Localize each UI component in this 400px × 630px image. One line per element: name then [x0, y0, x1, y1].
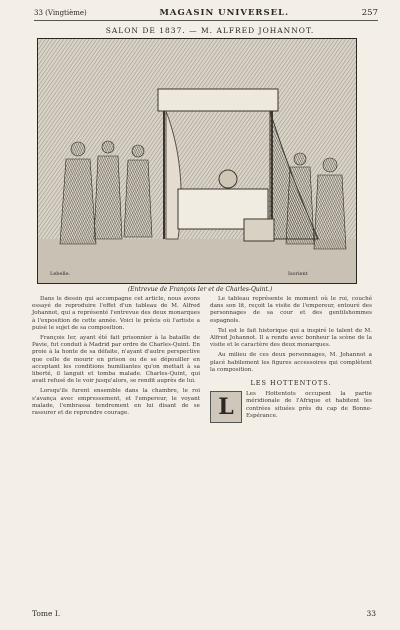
page-footer — [32, 609, 376, 618]
engraving-illustration — [37, 38, 357, 284]
engraver-signature-right: Isorient — [288, 271, 308, 277]
magazine-title: MAGASIN UNIVERSEL. — [159, 8, 290, 18]
issue-note: (Vingtième) — [45, 9, 87, 17]
page-number: 257 — [361, 8, 378, 18]
subsection-paragraph: Les Hottentots occupent la partie méridionale de l'Afrique et habitent les contrées situées près du cap de Bonne-Espérance. — [246, 391, 372, 419]
engraving-caption: (Entrevue de François Ier et de Charles-Quint.) — [127, 286, 273, 293]
right-paragraph: Tel est le fait historique qui a inspiré le talent de M. Alfred Johannot. Il a rendu avec bonheur la scène de la visite et le caractère des deux monarques. — [210, 327, 372, 349]
king-figure — [219, 170, 237, 188]
left-paragraph: Dans le dessin qui accompagne cet article, nous avons essayé de reproduire l'effet d'un tableau de M. Alfred Johannot, qui a représenté l'entrevue des deux monarques à l'exposition de cette année. Voici le précis où l'artiste a puisé le sujet de sa composition. — [32, 296, 200, 331]
right-column — [210, 296, 372, 423]
subsection-body — [210, 391, 372, 423]
header-left — [34, 9, 87, 17]
side-table — [244, 219, 274, 241]
left-column — [32, 296, 200, 420]
section-title: SALON DE 1837. — M. ALFRED JOHANNOT. — [105, 26, 315, 35]
left-paragraph: Lorsqu'ils furent ensemble dans la chambre, le roi s'avança avec empressement, et l'empereur, le voyant malade, l'embrassa tendrement en lui disant de se rassurer et de reprendre courage. — [32, 388, 200, 417]
floor — [38, 239, 356, 283]
right-paragraph: Le tableau représente le moment où le roi, couché dans son lit, reçoit la visite de l'empereur, entouré des personnages de sa cour et des gentilshommes espagnols. — [210, 296, 372, 324]
engraver-signature-left: Lebelle. — [50, 271, 71, 277]
left-paragraph: François Ier, ayant été fait prisonnier à la bataille de Pavie, fut conduit à Madrid par ordre de Charles-Quint. En proie à la honte de sa défaite, n'ayant d'autre perspective que celle de mourir en prison ou de se dépouiller en acceptant les conditions humiliantes qu'on mettait à sa liberté, il languit et tomba malade. Charles-Quint, qui avait refusé de le voir jusqu'alors, se rendit auprès de lui. — [32, 335, 200, 385]
subsection-title: LES HOTTENTOTS. — [250, 379, 332, 388]
bed-canopy — [158, 89, 278, 111]
page-header — [34, 6, 378, 21]
sheet-signature: 33 — [366, 609, 376, 618]
issue-number: 33 — [34, 9, 43, 17]
engraving-drawing — [38, 39, 356, 283]
right-paragraph: Au milieu de ces deux personnages, M. Johannot a placé habilement les figures accessoires qui complètent la composition. — [210, 352, 372, 373]
dropcap-letter: L — [210, 391, 242, 423]
tome-label: Tome I. — [32, 609, 61, 618]
